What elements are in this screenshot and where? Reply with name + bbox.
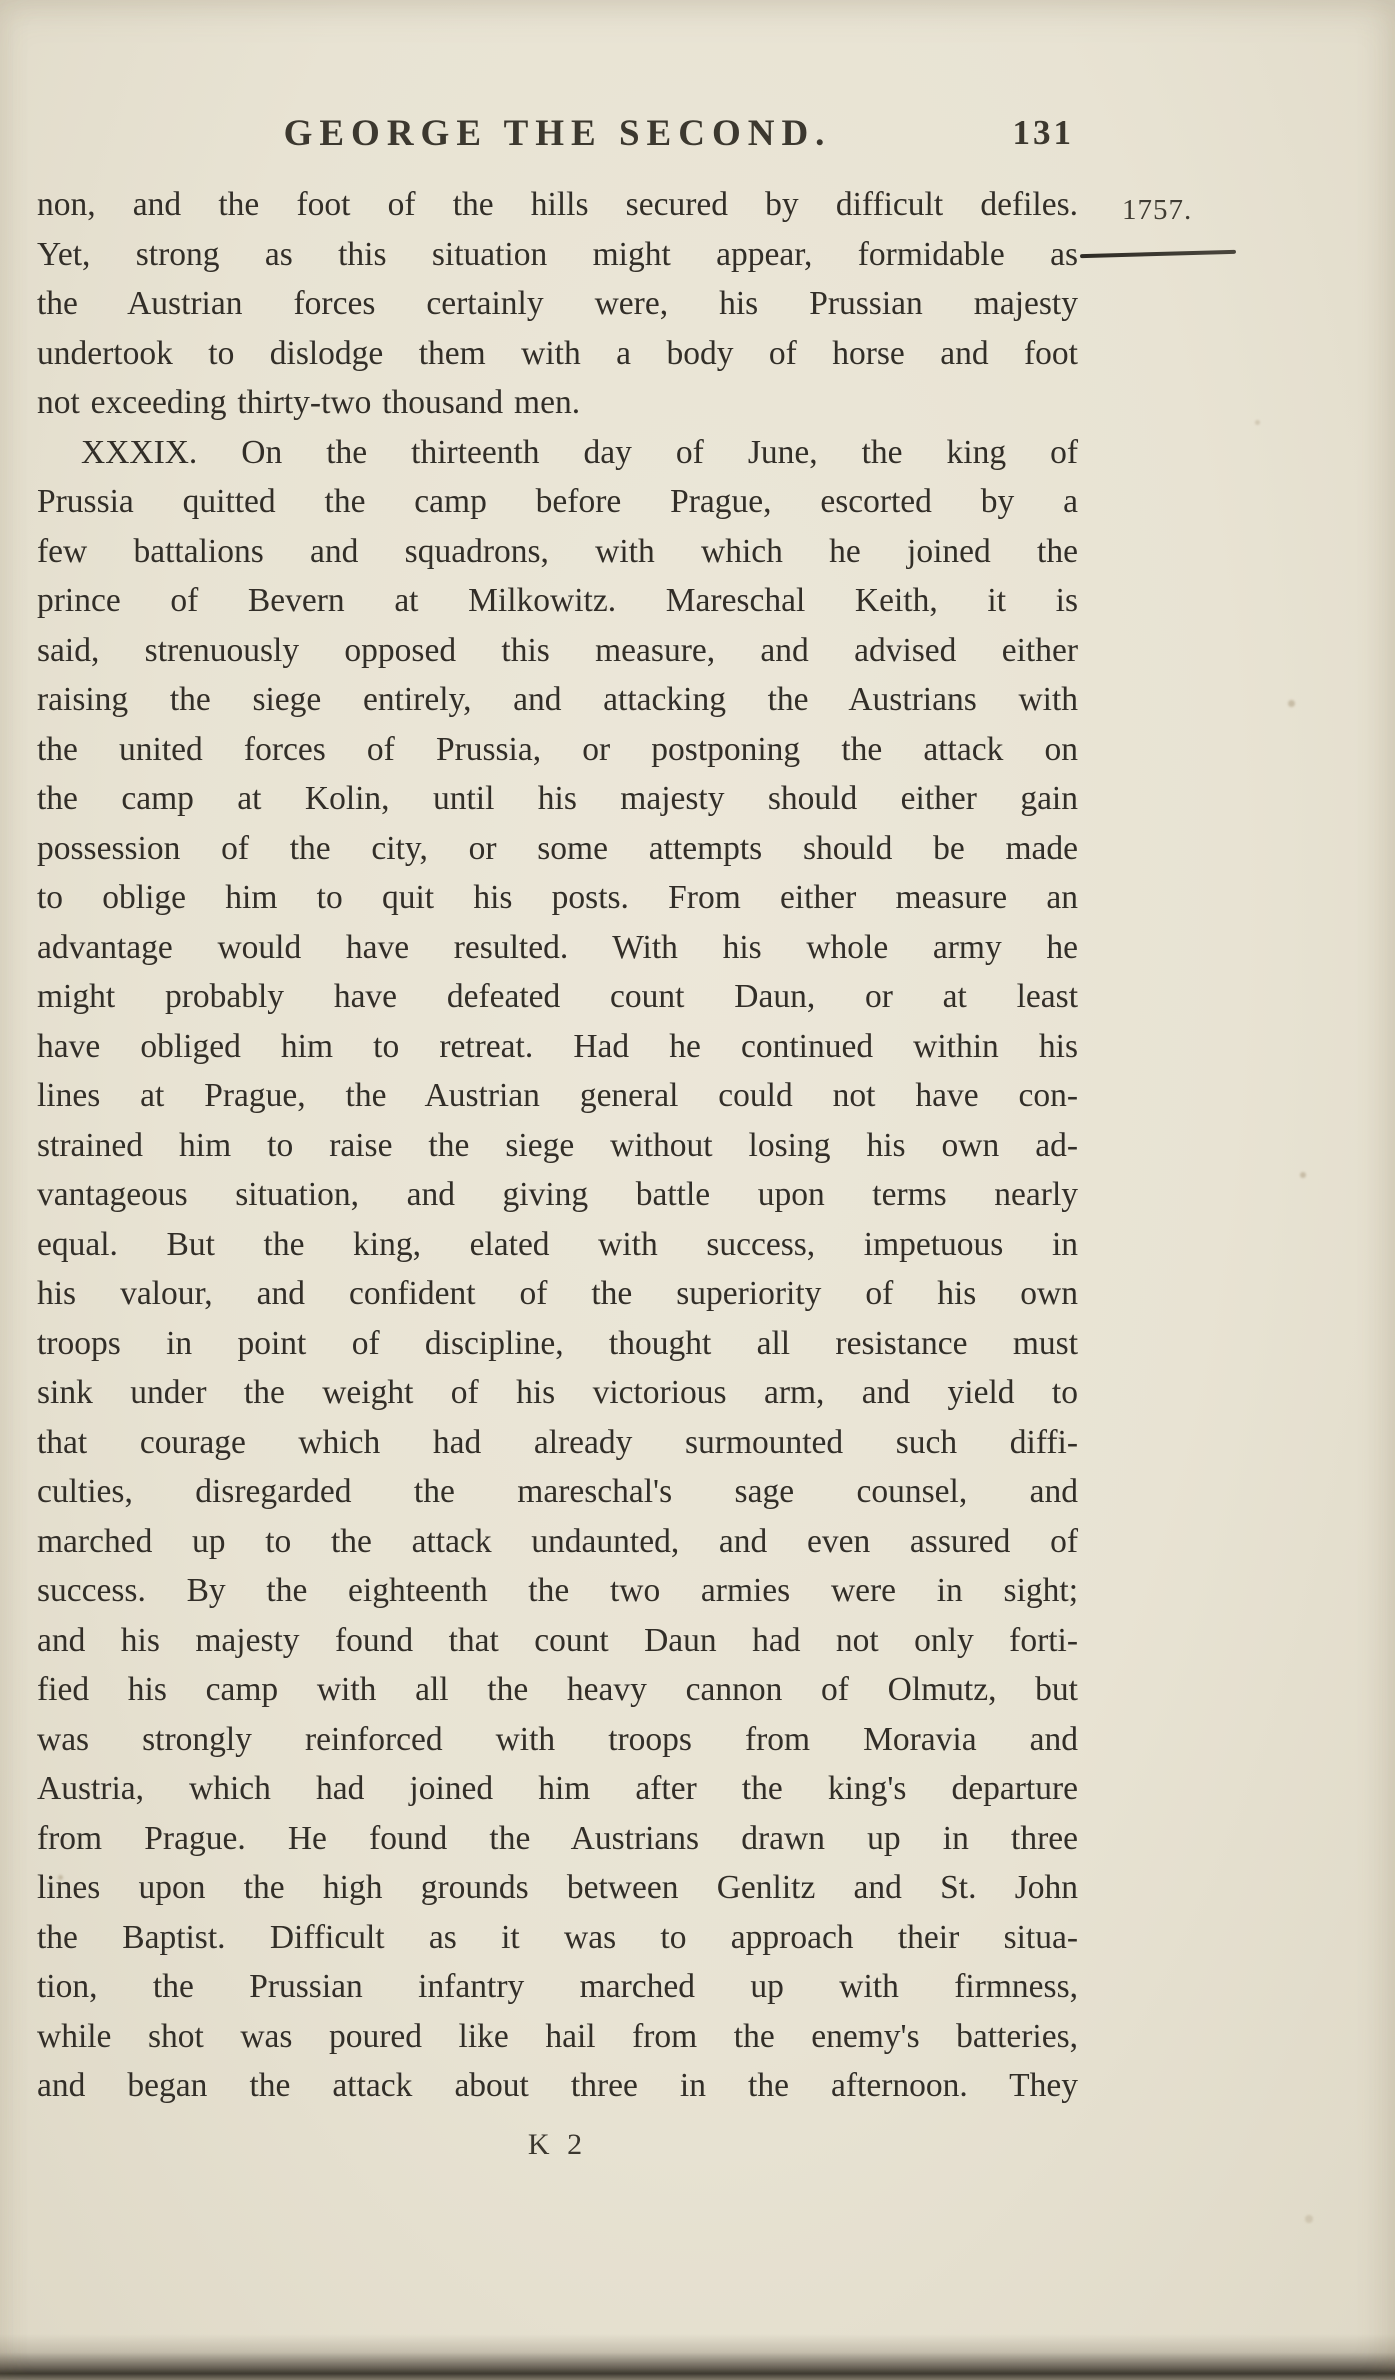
text-line: fied his camp with all the heavy cannon of Olmutz, but xyxy=(37,1671,1078,1708)
text-line: sink under the weight of his victorious arm, and yield to xyxy=(37,1374,1078,1411)
text-line: culties, disregarded the mareschal's sage counsel, and xyxy=(37,1473,1078,1510)
page-number: 131 xyxy=(1012,113,1074,152)
paper-speck xyxy=(1288,700,1295,707)
text-line: have obliged him to retreat. Had he continued within his xyxy=(37,1027,1078,1065)
text-line: XXXIX. On the thirteenth day of June, the king of xyxy=(81,433,1078,471)
text-line: non, and the foot of the hills secured by difficult defiles. xyxy=(37,186,1078,223)
text-line: troops in point of discipline, thought all resistance must xyxy=(37,1324,1078,1362)
text-line: prince of Bevern at Milkowitz. Mareschal Keith, it is xyxy=(37,582,1078,619)
margin-year-note: 1757. xyxy=(1122,194,1193,226)
text-line: the Baptist. Difficult as it was to approach their situa- xyxy=(37,1918,1078,1956)
paper-speck xyxy=(1300,1172,1306,1178)
text-line: to oblige him to quit his posts. From either measure an xyxy=(37,879,1078,916)
text-line: marched up to the attack undaunted, and even assured of xyxy=(37,1522,1078,1560)
scan-edge-shadow xyxy=(0,2334,1395,2380)
text-line: undertook to dislodge them with a body of horse and foot xyxy=(37,334,1078,372)
text-line: success. By the eighteenth the two armies were in sight; xyxy=(37,1572,1078,1609)
paper-speck xyxy=(1255,420,1260,425)
text-line: his valour, and confident of the superiority of his own xyxy=(37,1275,1078,1312)
body-paragraph xyxy=(37,180,1078,428)
text-line: said, strenuously opposed this measure, and advised either xyxy=(37,631,1078,669)
text-block xyxy=(37,180,1078,2111)
text-line: might probably have defeated count Daun, or at least xyxy=(37,978,1078,1015)
text-line: possession of the city, or some attempts should be made xyxy=(37,829,1078,867)
text-line: raising the siege entirely, and attacking the Austrians with xyxy=(37,681,1078,718)
text-line: lines upon the high grounds between Genlitz and St. John xyxy=(37,1869,1078,1906)
text-line: Austria, which had joined him after the king's departure xyxy=(37,1770,1078,1807)
body-paragraph xyxy=(37,428,1078,2111)
text-line: the united forces of Prussia, or postponing the attack on xyxy=(37,730,1078,768)
margin-note-rule xyxy=(1080,250,1236,258)
running-header xyxy=(37,112,1078,162)
text-line: while shot was poured like hail from the enemy's batteries, xyxy=(37,2017,1078,2055)
text-line: the camp at Kolin, until his majesty should either gain xyxy=(37,780,1078,817)
signature-mark: K 2 xyxy=(527,2128,588,2161)
text-line: equal. But the king, elated with success, impetuous in xyxy=(37,1225,1078,1263)
text-line: from Prague. He found the Austrians drawn up in three xyxy=(37,1819,1078,1857)
text-line: Prussia quitted the camp before Prague, escorted by a xyxy=(37,483,1078,520)
text-line: lines at Prague, the Austrian general could not have con- xyxy=(37,1077,1078,1114)
text-line: few battalions and squadrons, with which he joined the xyxy=(37,532,1078,570)
running-header-title: GEORGE THE SECOND. xyxy=(283,113,832,154)
text-line: was strongly reinforced with troops from Moravia and xyxy=(37,1720,1078,1758)
text-line: advantage would have resulted. With his whole army he xyxy=(37,928,1078,966)
text-line: the Austrian forces certainly were, his Prussian majesty xyxy=(37,285,1078,322)
text-line: tion, the Prussian infantry marched up with firmness, xyxy=(37,1968,1078,2005)
text-line: that courage which had already surmounted such diffi- xyxy=(37,1423,1078,1461)
text-line: and his majesty found that count Daun had not only forti- xyxy=(37,1621,1078,1659)
text-line: vantageous situation, and giving battle upon terms nearly xyxy=(37,1176,1078,1213)
text-line: strained him to raise the siege without losing his own ad- xyxy=(37,1126,1078,1164)
paper-speck xyxy=(1305,2215,1313,2223)
text-line: and began the attack about three in the afternoon. They xyxy=(37,2067,1078,2104)
text-line: not exceeding thirty-two thousand men. xyxy=(37,384,581,421)
text-line: Yet, strong as this situation might appear, formidable as xyxy=(37,235,1078,273)
